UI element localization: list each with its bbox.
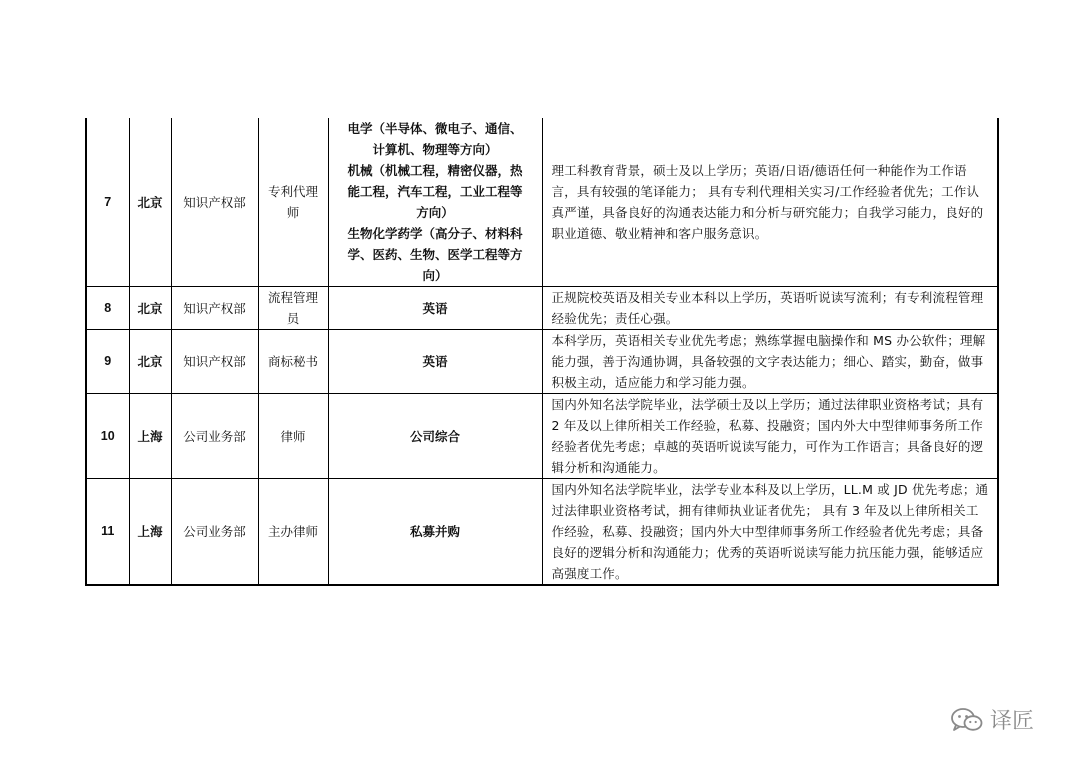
table-row bbox=[86, 287, 998, 330]
requirement-cell: 正规院校英语及相关专业本科以上学历，英语听说读写流利；有专利流程管理经验优先；责任心强。 bbox=[542, 287, 998, 330]
requirement-cell: 本科学历，英语相关专业优先考虑；熟练掌握电脑操作和 MS 办公软件；理解能力强，善于沟通协调，具备较强的文字表达能力；细心、踏实，勤奋，做事积极主动，适应能力和学习能力强。 bbox=[542, 330, 998, 394]
city-cell: 北京 bbox=[129, 287, 171, 330]
row-number: 11 bbox=[86, 479, 129, 586]
position-cell: 律师 bbox=[258, 394, 328, 479]
department-cell: 公司业务部 bbox=[171, 479, 258, 586]
table-row bbox=[86, 479, 998, 586]
direction-cell bbox=[328, 394, 542, 479]
direction-cell bbox=[328, 118, 542, 287]
table-row bbox=[86, 118, 998, 287]
direction-line: 英语 bbox=[422, 300, 448, 316]
watermark-text: 译匠 bbox=[990, 709, 1035, 734]
direction-line: 计算机、物理等方向） bbox=[372, 142, 498, 157]
table-row bbox=[86, 394, 998, 479]
row-number: 7 bbox=[86, 118, 129, 287]
requirement-cell: 理工科教育背景，硕士及以上学历；英语/日语/德语任何一种能作为工作语言，具有较强的笔译能力； 具有专利代理相关实习/工作经验者优先；工作认真严谨，具备良好的沟通表达能力和分析与研究能力；自我学习能力，良好的职业道德、敬业精神和客户服务意识。 bbox=[542, 118, 998, 287]
direction-line: 方向） bbox=[416, 205, 454, 220]
direction-line: 能工程，汽车工程，工业工程等 bbox=[347, 184, 523, 199]
position-cell: 主办律师 bbox=[258, 479, 328, 586]
direction-line: 机械（机械工程，精密仪器，热 bbox=[347, 163, 523, 178]
watermark bbox=[950, 704, 1034, 735]
table-row bbox=[86, 330, 998, 394]
job-table-sheet bbox=[85, 118, 997, 586]
direction-line: 私募并购 bbox=[409, 524, 460, 539]
department-cell: 公司业务部 bbox=[171, 394, 258, 479]
position-cell: 商标秘书 bbox=[258, 330, 328, 394]
direction-line: 英语 bbox=[422, 354, 448, 369]
direction-line: 生物化学药学（高分子、材料科 bbox=[347, 226, 523, 241]
direction-cell bbox=[328, 287, 542, 330]
city-cell: 北京 bbox=[129, 118, 171, 287]
row-number: 8 bbox=[86, 287, 129, 330]
city-cell: 北京 bbox=[129, 330, 171, 394]
direction-line: 向） bbox=[422, 268, 448, 283]
direction-line: 公司综合 bbox=[409, 428, 460, 444]
city-cell: 上海 bbox=[129, 394, 171, 479]
department-cell: 知识产权部 bbox=[171, 330, 258, 394]
direction-line: 电学（半导体、微电子、通信、 bbox=[347, 121, 523, 136]
requirement-cell: 国内外知名法学院毕业，法学硕士及以上学历；通过法律职业资格考试；具有 2 年及以上律所相关工作经验，私募、投融资；国内外大中型律师事务所工作经验者优先考虑；卓越的英语听说读写能力，可作为工作语言；具备良好的逻辑分析和沟通能力。 bbox=[542, 394, 998, 479]
direction-cell bbox=[328, 330, 542, 394]
position-cell: 流程管理员 bbox=[258, 287, 328, 330]
position-cell: 专利代理师 bbox=[258, 118, 328, 287]
wechat-icon bbox=[950, 707, 984, 733]
row-number: 9 bbox=[86, 330, 129, 394]
department-cell: 知识产权部 bbox=[171, 118, 258, 287]
direction-line: 学、医药、生物、医学工程等方 bbox=[347, 247, 523, 262]
city-cell: 上海 bbox=[129, 479, 171, 586]
requirement-cell: 国内外知名法学院毕业，法学专业本科及以上学历，LL.M 或 JD 优先考虑；通过法律职业资格考试，拥有律师执业证者优先； 具有 3 年及以上律所相关工作经验，私募、投融资；国内外大中型律师事务所工作经验者优先考虑；具备良好的逻辑分析和沟通能力；优秀的英语听说读写能力抗压能力强，能够适应高强度工作。 bbox=[542, 479, 998, 586]
direction-cell bbox=[328, 479, 542, 586]
row-number: 10 bbox=[86, 394, 129, 479]
job-table bbox=[85, 118, 999, 586]
department-cell: 知识产权部 bbox=[171, 287, 258, 330]
